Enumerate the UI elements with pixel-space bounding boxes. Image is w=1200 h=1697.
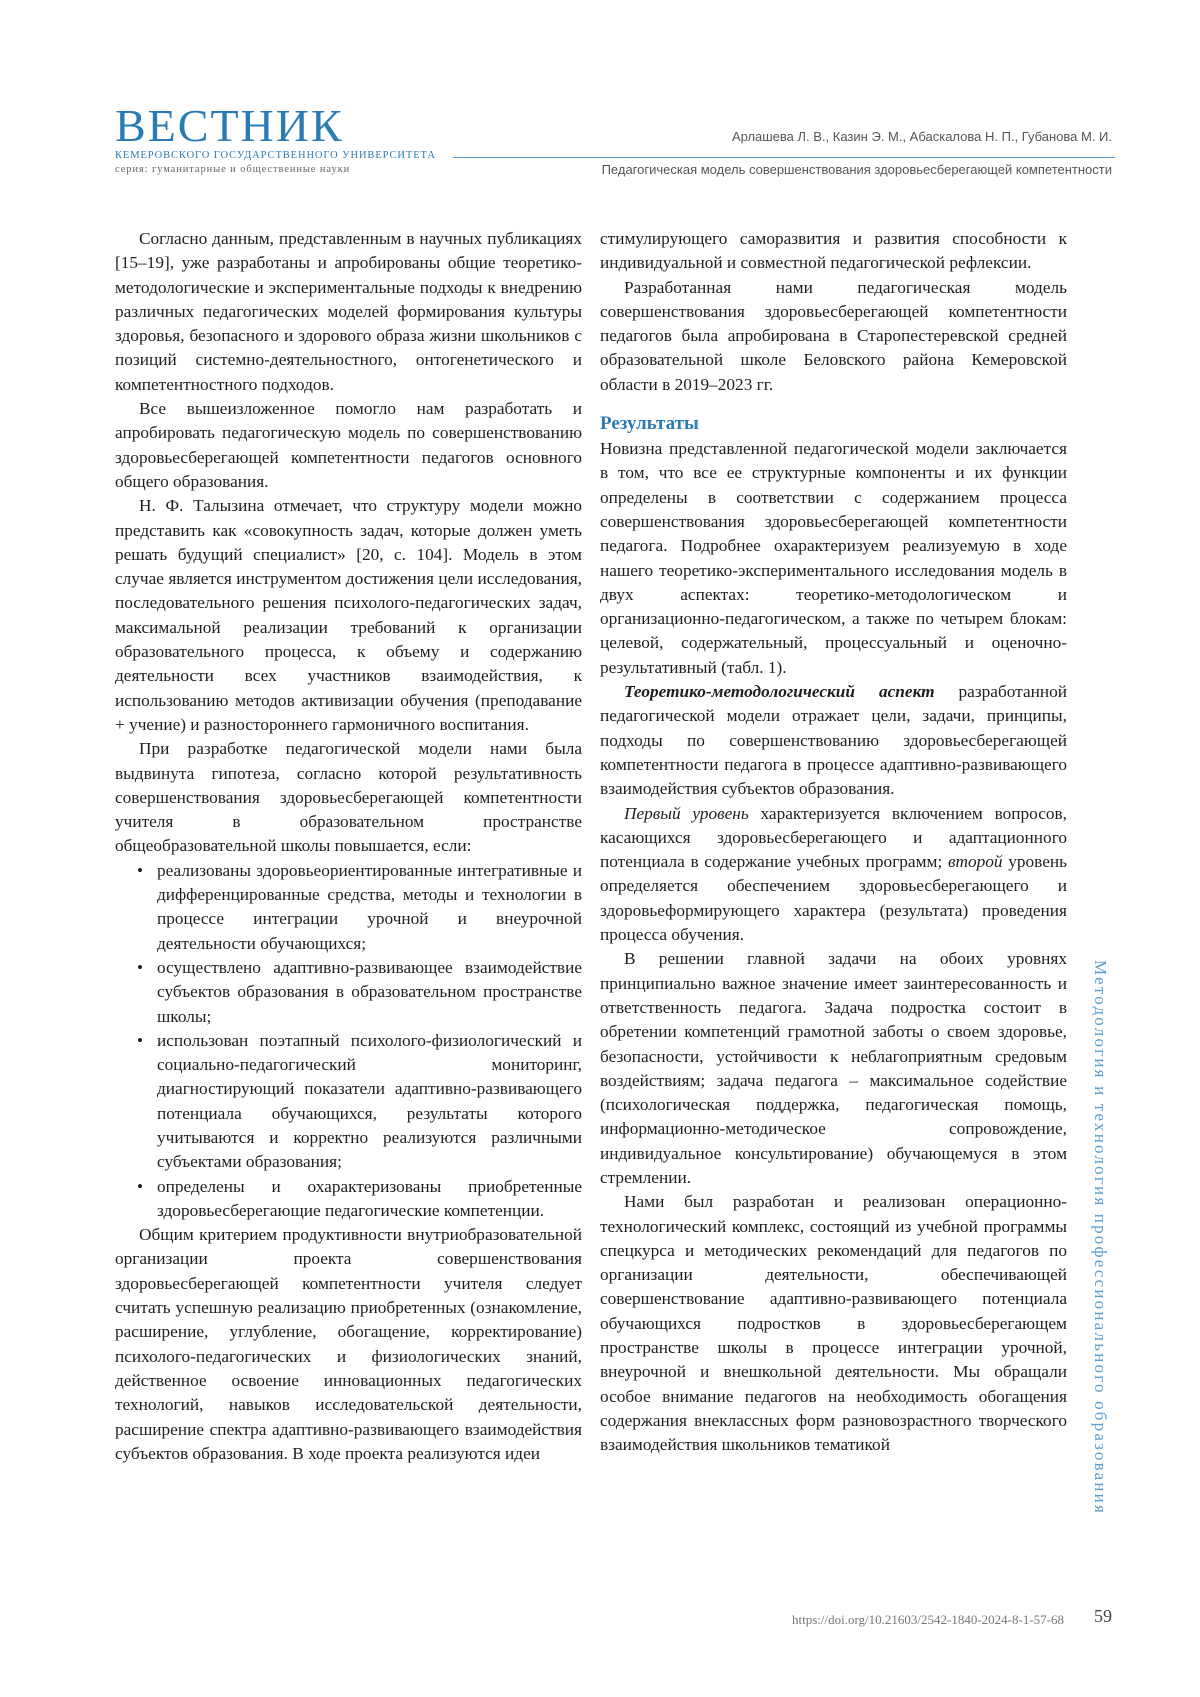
section-side-title: Методология и технология профессионального образования xyxy=(1091,960,1110,1515)
page-number: 59 xyxy=(1094,1606,1112,1626)
paragraph: Разработанная нами педагогическая модель совершенствования здоровьесберегающей компетентности педагогов была апробирована в Старопестеревской средней образовательной школе Беловского района Кемеровской области в 2019–2023 гг. xyxy=(600,277,1067,394)
running-head-authors: Арлашева Л. В., Казин Э. М., Абаскалова Н. П., Губанова М. И. xyxy=(731,129,1112,144)
paragraph: Общим критерием продуктивности внутриобразовательной организации проекта совершенствования здоровьесберегающей компетентности учителя следует считать успешную реализацию приобретенных (ознакомление, расширение, углубление, обогащение, корректирование) психолого-педагогических и физиологических знаний, действенное освоение инновационных педагогических технологий, навыков исследовательской деятельности, расширение спектра адаптивно-развивающего взаимодействия субъектов образования. В ходе проекта реализуются идеи xyxy=(115,1225,582,1463)
paragraph-text: характеризуется включением вопросов, касающихся здоровьесберегающего и адаптационного потенциала в содержание учебных программ; xyxy=(600,803,1067,872)
running-head-title: Педагогическая модель совершенствования здоровьесберегающей компетентности xyxy=(601,162,1112,177)
paragraph: Все вышеизложенное помогло нам разработать и апробировать педагогическую модель по совершенствованию здоровьесберегающей компетентности педагогов основного общего образования. xyxy=(115,399,582,491)
paragraph-text: разработанной педагогической модели отражает цели, задачи, принципы, подходы по совершенствованию здоровьесберегающей компетентности педагога в процессе адаптивно-развивающего взаимодействия субъектов образования. xyxy=(600,682,1067,799)
emphasis-term: Первый уровень xyxy=(624,803,749,823)
list-item: • определены и охарактеризованы приобретенные здоровьесберегающие педагогические компетенции. xyxy=(115,1175,582,1224)
emphasis-term: второй xyxy=(947,852,1003,872)
journal-series: серия: гуманитарные и общественные науки xyxy=(115,164,351,175)
paragraph-text: уровень определяется обеспечением здоровьесберегающего и здоровьеформирующего характера (результата) проведения процесса обучения. xyxy=(600,852,1067,945)
paragraph: стимулирующего саморазвития и развития способности к индивидуальной и совместной педагогической рефлексии. xyxy=(600,229,1067,273)
journal-logo-word: ВЕСТНИК xyxy=(115,100,344,151)
emphasis-term: Теоретико-методологический аспект xyxy=(624,682,935,702)
journal-masthead xyxy=(115,100,436,175)
list-item: • использован поэтапный психолого-физиологический и социально-педагогический мониторинг, диагностирующий показатели адаптивно-развивающего потенциала обучающихся, результаты которого учитываются и корректно реализуются различными субъектами образования; xyxy=(115,1029,582,1175)
list-item: • осуществлено адаптивно-развивающее взаимодействие субъектов образования в образовательном пространстве школы; xyxy=(115,956,582,1029)
paragraph xyxy=(600,802,1067,948)
journal-logo-subtitle: КЕМЕРОВСКОГО ГОСУДАРСТВЕННОГО УНИВЕРСИТЕТА xyxy=(115,150,436,161)
paragraph: В решении главной задачи на обоих уровнях принципиально важное значение имеет заинтересованность и ответственность педагога. Задача подростка состоит в обретении компетенций грамотной заботы о своем здоровье, безопасности, устойчивости к неблагоприятным средовым воздействиям; задача педагога – максимальное содействие (психологическая поддержка, педагогическая помощь, информационно-методическое сопровождение, индивидуальное консультирование) обучающемуся в этом стремлении. xyxy=(600,949,1067,1187)
paragraph: При разработке педагогической модели нами была выдвинута гипотеза, согласно которой результативность совершенствования здоровьесберегающей компетентности учителя в образовательном пространстве общеобразовательной школы повышается, если: xyxy=(115,739,582,856)
section-heading-results: Результаты xyxy=(600,413,699,435)
paragraph: Нами был разработан и реализован операционно-технологический комплекс, состоящий из учебной программы спецкурса и методических рекомендаций для педагогов по организации деятельности, обеспечивающей совершенствование адаптивно-развивающего потенциала обучающихся подростков в здоровьесберегающем пространстве школы в процессе интеграции урочной, внеурочной и внешкольной деятельности. Мы обращали особое внимание педагогов на необходимость обогащения содержания внеклассных форм разновозрастного творческого взаимодействия школьников тематикой xyxy=(600,1192,1067,1455)
list-item: • реализованы здоровьеориентированные интегративные и дифференцированные средства, методы и технологии в процессе интеграции урочной и внеурочной деятельности обучающихся; xyxy=(115,859,582,956)
paragraph: Н. Ф. Талызина отмечает, что структуру модели можно представить как «совокупность задач, которые должен уметь решать будущий специалист» [20, с. 104]. Модель в этом случае является инструментом достижения цели исследования, последовательного решения психолого-педагогических задач, максимальной реализации требований к организации образовательного процесса, к объему и содержанию деятельности всех участников взаимодействия, к использованию методов активизации обучения (преподавание + учение) и разностороннего гармоничного воспитания. xyxy=(115,496,582,734)
right-column xyxy=(600,227,1067,1458)
header-rule xyxy=(453,157,1115,158)
paragraph xyxy=(600,680,1067,801)
doi-link[interactable]: https://doi.org/10.21603/2542-1840-2024-8-1-57-68 xyxy=(791,1612,1064,1627)
paragraph: Новизна представленной педагогической модели заключается в том, что все ее структурные компоненты и их функции определены в соответствии с содержанием процесса совершенствования здоровьесберегающей компетентности педагога. Подробнее охарактеризуем реализуемую в ходе нашего теоретико-экспериментального исследования модель в двух аспектах: теоретико-методологическом и организационно-педагогическом, а также по четырем блокам: целевой, содержательный, процессуальный и оценочно-результативный (табл. 1). xyxy=(600,439,1067,677)
hypothesis-list xyxy=(115,859,582,1223)
left-column xyxy=(115,227,582,1466)
paragraph: Согласно данным, представленным в научных публикациях [15–19], уже разработаны и апробированы общие теоретико-методологические и экспериментальные подходы к внедрению различных педагогических моделей формирования культуры здоровья, безопасного и здорового образа жизни школьников с позиций системно-деятельностного, онтогенетического и компетентностного подходов. xyxy=(115,229,582,394)
